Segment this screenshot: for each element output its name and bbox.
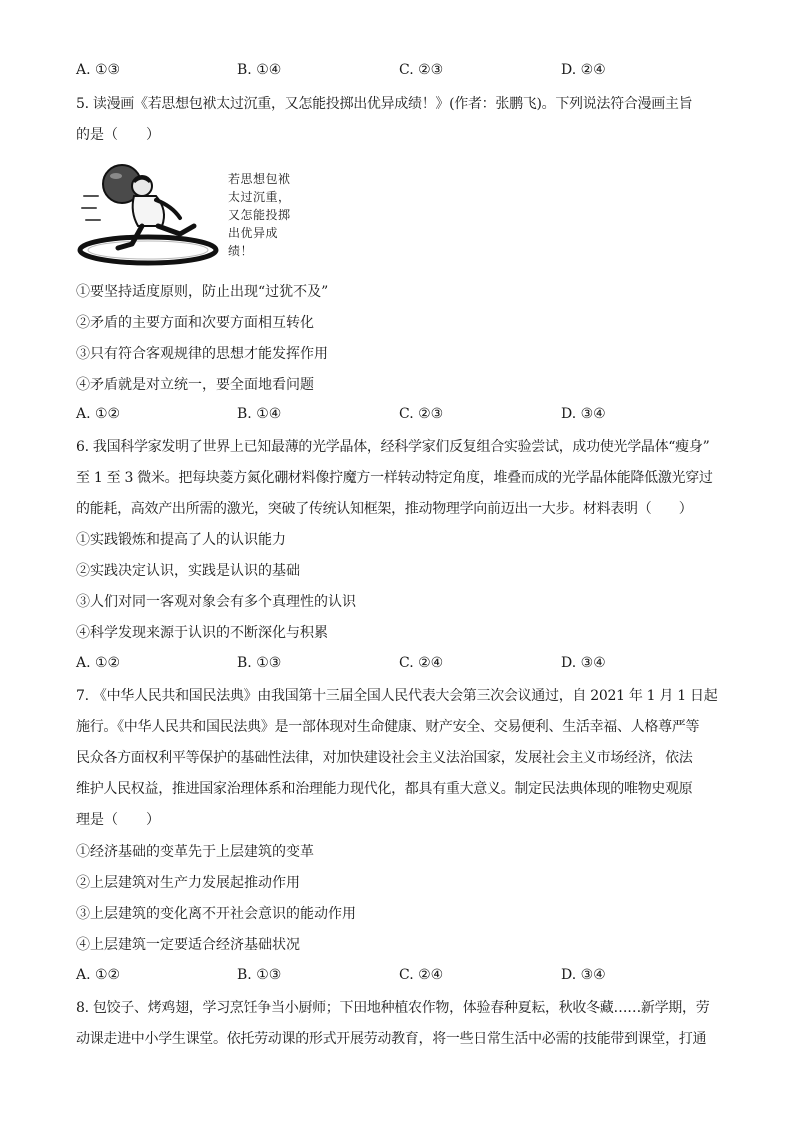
q7-option-d[interactable]: D. ③④: [561, 967, 606, 983]
q5-option-c[interactable]: C. ②③: [399, 406, 444, 422]
q5-option-a[interactable]: A. ①②: [76, 406, 121, 422]
q5-statement-4: ④矛盾就是对立统一，要全面地看问题: [76, 377, 314, 393]
q7-options: [76, 967, 736, 987]
q4-option-c[interactable]: C. ②③: [399, 62, 444, 78]
q5-option-b[interactable]: B. ①④: [237, 406, 282, 422]
q6-option-b[interactable]: B. ①③: [237, 655, 282, 671]
q7-option-b[interactable]: B. ①③: [237, 967, 282, 983]
q6-option-a[interactable]: A. ①②: [76, 655, 121, 671]
q5-stem-line-1: 5. 读漫画《若思想包袱太过沉重，又怎能投掷出优异成绩！》(作者：张鹏飞)。下列说法符合漫画主旨: [76, 96, 693, 112]
q6-statement-3: ③人们对同一客观对象会有多个真理性的认识: [76, 594, 356, 610]
q7-stem-line-1: 7. 《中华人民共和国民法典》由我国第十三届全国人民代表大会第三次会议通过，自 2021 年 1 月 1 日起: [76, 688, 718, 704]
q6-stem-line-3: 的能耗，高效产出所需的激光，突破了传统认知框架，推动物理学向前迈出一大步。材料表明（ ）: [76, 501, 693, 517]
q6-options: [76, 655, 736, 675]
q5-options: [76, 406, 736, 426]
q7-statement-3: ③上层建筑的变化离不开社会意识的能动作用: [76, 906, 356, 922]
q6-stem-line-1: 6. 我国科学家发明了世界上已知最薄的光学晶体，经科学家们反复组合实验尝试，成功使光学晶体“瘦身”: [76, 439, 710, 455]
q6-statement-4: ④科学发现来源于认识的不断深化与积累: [76, 625, 328, 641]
q6-option-c[interactable]: C. ②④: [399, 655, 444, 671]
q5-cartoon: [76, 156, 306, 270]
q7-statement-2: ②上层建筑对生产力发展起推动作用: [76, 875, 300, 891]
q6-statement-1: ①实践锻炼和提高了人的认识能力: [76, 532, 286, 548]
q7-statement-1: ①经济基础的变革先于上层建筑的变革: [76, 844, 314, 860]
q7-stem-line-3: 民众各方面权利平等保护的基础性法律，对加快建设社会主义法治国家，发展社会主义市场经济，依法: [76, 750, 693, 766]
cartoon-caption: 若思想包袱太过沉重，又怎能投掷出优异成绩！: [228, 172, 291, 258]
q7-option-c[interactable]: C. ②④: [399, 967, 444, 983]
q8-stem-line-1: 8. 包饺子、烤鸡翅，学习烹饪争当小厨师；下田地种植农作物，体验春种夏耘，秋收冬藏……新学期，劳: [76, 1000, 710, 1016]
q6-option-d[interactable]: D. ③④: [561, 655, 606, 671]
q4-option-b[interactable]: B. ①④: [237, 62, 282, 78]
q7-stem-line-5: 理是（ ）: [76, 812, 160, 828]
q6-statement-2: ②实践决定认识，实践是认识的基础: [76, 563, 300, 579]
q7-option-a[interactable]: A. ①②: [76, 967, 121, 983]
q4-option-a[interactable]: A. ①③: [76, 62, 121, 78]
q7-statement-4: ④上层建筑一定要适合经济基础状况: [76, 937, 300, 953]
q5-stem-line-2: 的是（ ）: [76, 127, 160, 143]
q6-stem-line-2: 至 1 至 3 微米。把每块菱方氮化硼材料像拧魔方一样转动特定角度，堆叠而成的光学晶体能降低激光穿过: [76, 470, 713, 486]
q7-stem-line-2: 施行。《中华人民共和国民法典》是一部体现对生命健康、财产安全、交易便利、生活幸福、人格尊严等: [76, 719, 700, 735]
q4-options: [76, 62, 736, 82]
athlete-cartoon-icon: [76, 156, 226, 270]
q7-stem-line-4: 维护人民权益，推进国家治理体系和治理能力现代化，都具有重大意义。制定民法典体现的唯物史观原: [76, 781, 693, 797]
q5-option-d[interactable]: D. ③④: [561, 406, 606, 422]
q4-option-d[interactable]: D. ②④: [561, 62, 606, 78]
q5-statement-2: ②矛盾的主要方面和次要方面相互转化: [76, 315, 314, 331]
q5-statement-1: ①要坚持适度原则，防止出现“过犹不及”: [76, 284, 329, 300]
q5-statement-3: ③只有符合客观规律的思想才能发挥作用: [76, 346, 328, 362]
q8-stem-line-2: 动课走进中小学生课堂。依托劳动课的形式开展劳动教育，将一些日常生活中必需的技能带到课堂，打通: [76, 1031, 707, 1047]
